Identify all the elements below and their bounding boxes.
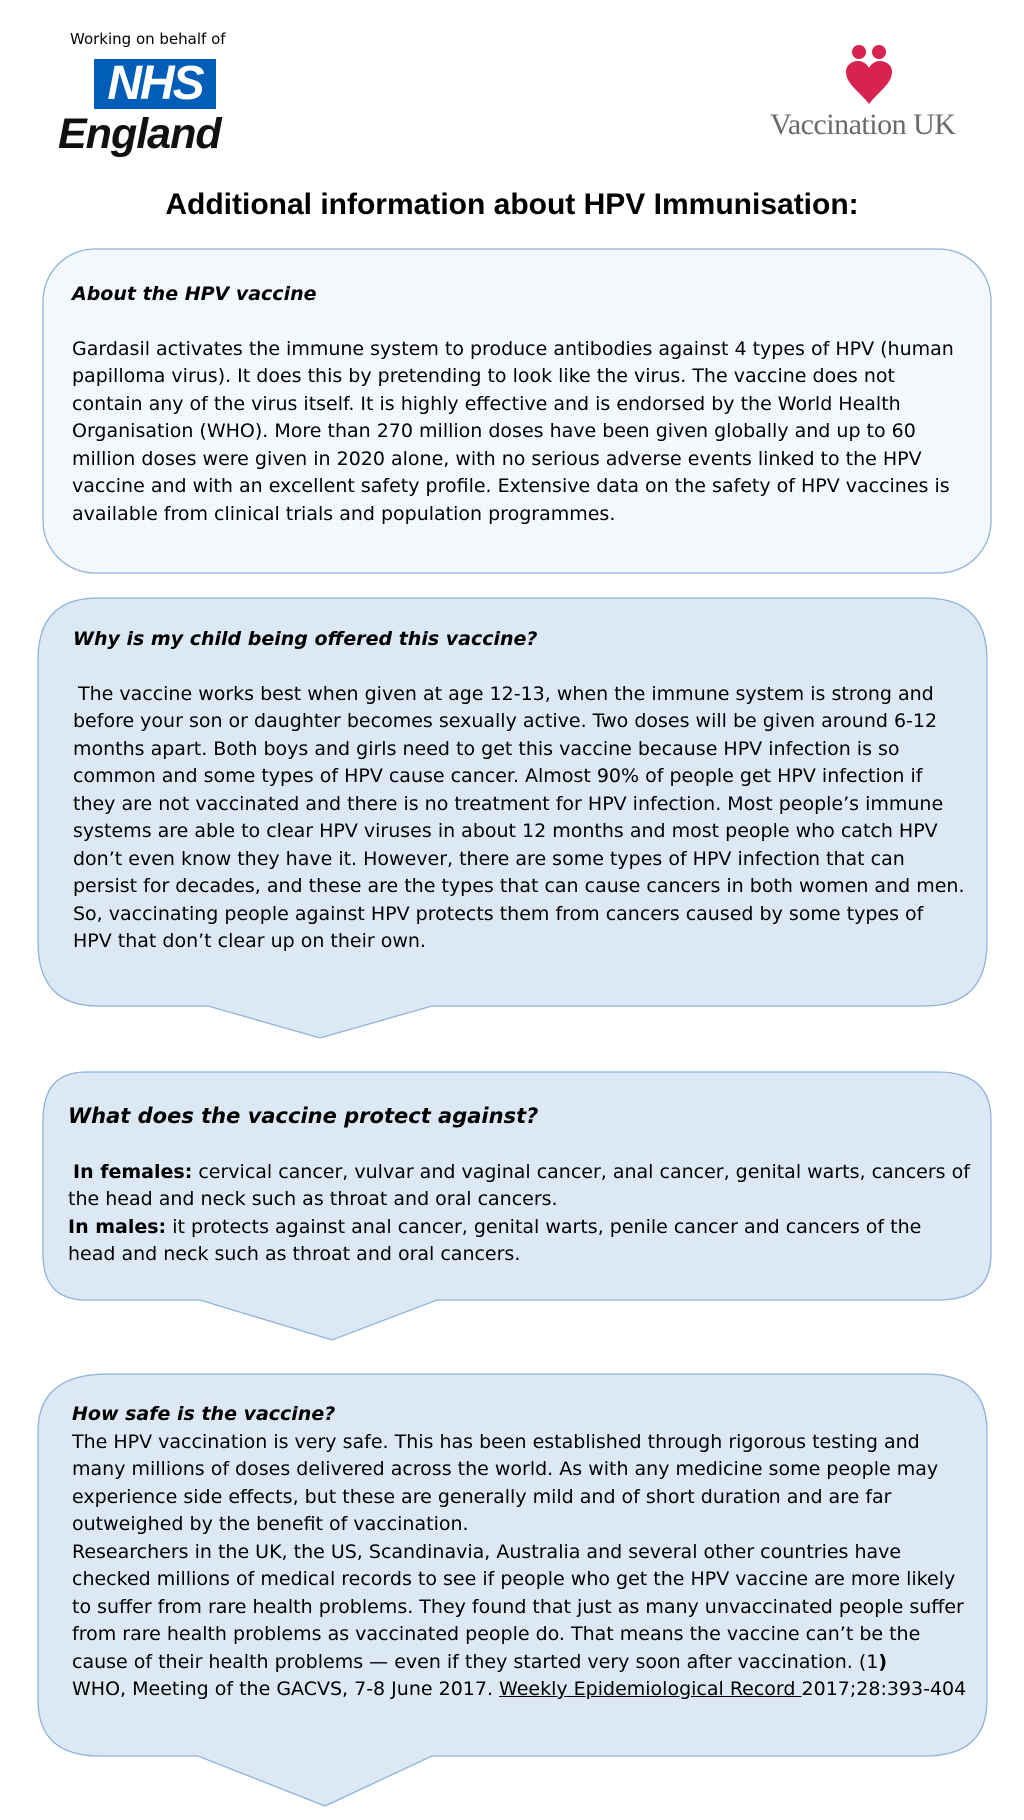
- males-text: it protects against anal cancer, genital warts, penile cancer and cancers of the head and neck such as throat and oral cancers.: [68, 1215, 922, 1265]
- why-body: The vaccine works best when given at age 12-13, when the immune system is strong and before your son or daughter becomes sexually active. Two doses will be given around 6-12 months apart. Both boys and girls need to get this vaccine because HPV infection is so common and some types of HPV cause cancer. Almost 90% of people get HPV infection if they are not vaccinated and there is no treatment for HPV infection. Most people’s immune systems are able to clear HPV viruses in about 12 months and most people who catch HPV don’t even know they have it. However, there are some types of HPV infection that can persist for decades, and these are the types that can cause cancers in both women and men. So, vaccinating people against HPV protects them from cancers caused by some types of HPV that don’t clear up on their own.: [73, 682, 965, 952]
- protect-females: [68, 1159, 973, 1214]
- ref-link[interactable]: Weekly Epidemiological Record: [499, 1678, 802, 1700]
- ref-prefix: WHO, Meeting of the GACVS, 7-8 June 2017.: [72, 1678, 500, 1700]
- about-heading: About the HPV vaccine: [72, 283, 317, 305]
- safe-heading: How safe is the vaccine?: [72, 1403, 336, 1425]
- safe-section: [72, 1401, 967, 1704]
- about-section: [72, 281, 962, 528]
- nhs-logo: NHS: [94, 59, 216, 109]
- why-heading: Why is my child being offered this vaccine?: [73, 628, 538, 650]
- safe-para2-text: Researchers in the UK, the US, Scandinavia, Australia and several other countries have checked millions of medical records to see if people who get the HPV vaccine are more likely to suffer from rare health problems. They found that just as many unvaccinated people suffer from rare health problems as vaccinated people do. That means the vaccine can’t be the cause of their health problems — even if they started very soon after vaccination. (1: [72, 1540, 964, 1673]
- why-section: [73, 626, 965, 956]
- safe-para2: [72, 1539, 967, 1677]
- protect-section: [68, 1103, 973, 1269]
- safe-reference: [72, 1676, 967, 1704]
- nhs-behalf-text: Working on behalf of: [70, 30, 226, 48]
- nhs-england-text: England: [58, 110, 221, 158]
- females-text: cervical cancer, vulvar and vaginal cancer, anal cancer, genital warts, cancers of the head and neck such as throat and oral cancers.: [68, 1160, 970, 1210]
- females-label: In females:: [73, 1160, 193, 1183]
- protect-heading: What does the vaccine protect against?: [68, 1104, 539, 1128]
- safe-para2-end: ): [878, 1650, 888, 1673]
- protect-males: [68, 1214, 973, 1269]
- safe-para1: The HPV vaccination is very safe. This has been established through rigorous testing and many millions of doses delivered across the world. As with any medicine some people may experience side effects, but these are generally mild and of short duration and are far outweighed by the benefit of vaccination.: [72, 1430, 939, 1535]
- ref-suffix: 2017;28:393-404: [801, 1678, 967, 1700]
- males-label: In males:: [68, 1215, 167, 1238]
- vaccination-uk-logo-text: Vaccination UK: [770, 108, 956, 141]
- about-body: Gardasil activates the immune system to produce antibodies against 4 types of HPV (human papilloma virus). It does this by pretending to look like the virus. The vaccine does not contain any of the virus itself. It is highly effective and is endorsed by the World Health Organisation (WHO). More than 270 million doses have been given globally and up to 60 million doses were given in 2020 alone, with no serious adverse events linked to the HPV vaccine and with an excellent safety profile. Extensive data on the safety of HPV vaccines is available from clinical trials and population programmes.: [72, 337, 954, 525]
- page-title: Additional information about HPV Immunisation:: [165, 188, 859, 221]
